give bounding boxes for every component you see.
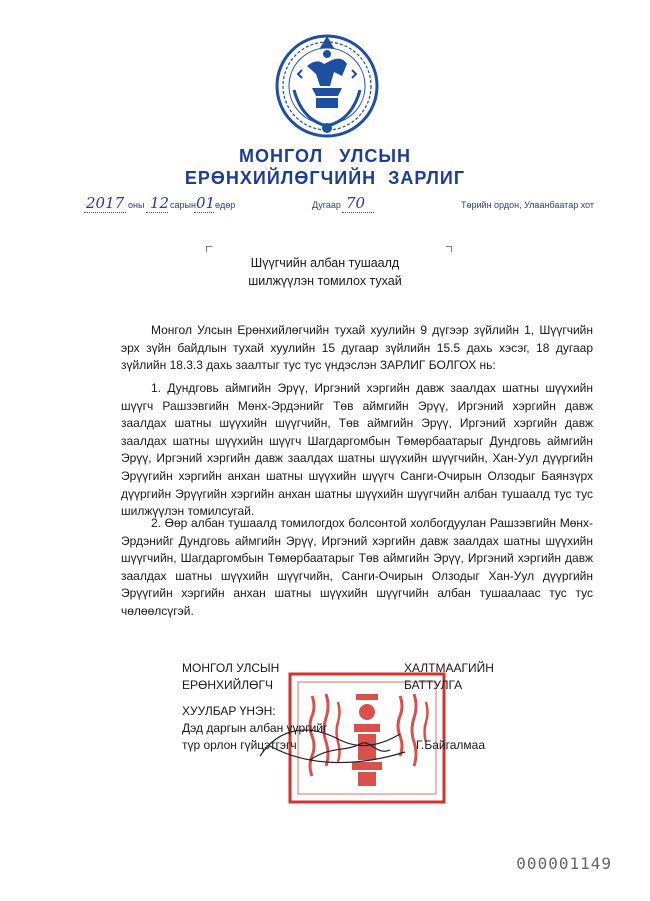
subject-corner-left — [206, 246, 212, 252]
body-paragraph-item2: 2. Өөр албан тушаалд томилогдох болсонтой холбогдуулан Рашзэвгийн Мөнх-Эрдэнийг Дундговь аймгийн Эрүү, Иргэний хэргийн давж заалдах шатны шүүхийн шүүгчийн, Шагдаргомбын Төмөрбаатарыг Төв аймгийн Эрүү, Иргэний хэргийн давж заалдах шатны шүүхийн шүүгчийн, Санги-Очирын Олзодыг Хан-Уул дүүргийн Эрүүгийн хэргийн анхан шатны шүүхийн шүүгчийн албан тушаалаас тус тус чөлөөлсүгэй. — [121, 516, 593, 618]
president-name — [404, 660, 494, 694]
day-suffix: өдөр — [215, 200, 236, 210]
president-title-line2: ЕРӨНХИЙЛӨГЧ — [182, 678, 273, 692]
certifier-name: Г.Байгалмаа — [416, 738, 486, 752]
president-name-line2: БАТТУЛГА — [404, 678, 463, 692]
certification-heading: ХУУЛБАР ҮНЭН: — [182, 704, 276, 718]
body-paragraph-preamble: Монгол Улсын Ерөнхийлөгчийн тухай хуулийн 9 дүгээр зүйлийн 1, Шүүгчийн эрх зүйн байдлын тухай хуулийн 15 дугаар зүйлийн 15.5 дахь хэсэг, 18 дугаар зүйлийн 18.3.3 дахь заалтыг тус тус үндэслэн ЗАРЛИГ БОЛГОХ нь: — [121, 323, 593, 373]
certification-role-line1: Дэд даргын албан үүргийг — [182, 721, 328, 735]
number-underline — [342, 212, 374, 213]
certification-block — [182, 703, 327, 754]
decree-header-line1: МОНГОЛ УЛСЫН — [239, 146, 411, 166]
month-suffix: сарын — [170, 200, 196, 210]
subject-line2: шилжүүлэн томилох тухай — [248, 274, 402, 288]
serial-number: 000001149 — [516, 854, 612, 873]
month-value: 12 — [150, 194, 170, 212]
date-line — [0, 196, 650, 216]
day-underline — [194, 212, 214, 213]
state-emblem-icon — [272, 30, 382, 142]
day-value: 01 — [196, 194, 216, 212]
president-title-line1: МОНГОЛ УЛСЫН — [182, 661, 280, 675]
decree-header-line2: ЕРӨНХИЙЛӨГЧИЙН ЗАРЛИГ — [184, 168, 466, 188]
month-underline — [146, 212, 168, 213]
subject-corner-right — [446, 246, 452, 252]
year-underline — [84, 212, 126, 213]
body-paragraph-item1: 1. Дундговь аймгийн Эрүү, Иргэний хэргийн давж заалдах шатны шүүхийн шүүгч Рашзэвгийн Мөнх-Эрдэнийг Төв аймгийн Эрүү, Иргэний хэргийн давж заалдах шатны шүүхийн шүүгчийн, Төв аймгийн Эрүү, Иргэний хэргийн давж заалдах шатны шүүхийн шүүгч Шагдаргомбын Төмөрбаатарыг Дундговь аймгийн Эрүү, Иргэний хэргийн давж заалдах шатны шүүхийн шүүгчийн, Хан-Уул дүүргийн Эрүүгийн хэргийн анхан шатны шүүхийн шүүгч Санги-Очирын Олзодыг Баянзүрх дүүргийн Эрүүгийн хэргийн анхан шатны шүүхийн шүүгчийн албан тушаалд тус тус шилжүүлэн томилсугай. — [121, 381, 593, 519]
year-value: 2017 — [86, 194, 125, 212]
number-label: Дугаар — [312, 200, 341, 210]
number-value: 70 — [346, 194, 366, 212]
subject-line1: Шүүгчийн албан тушаалд — [250, 256, 400, 270]
year-suffix: оны — [128, 200, 145, 210]
subject — [0, 254, 650, 290]
place-label: Төрийн ордон, Улаанбаатар хот — [461, 200, 595, 210]
certification-role-line2: түр орлон гүйцэтгэгч — [182, 738, 297, 752]
president-title — [182, 660, 279, 694]
president-name-line1: ХАЛТМААГИЙН — [404, 661, 494, 675]
